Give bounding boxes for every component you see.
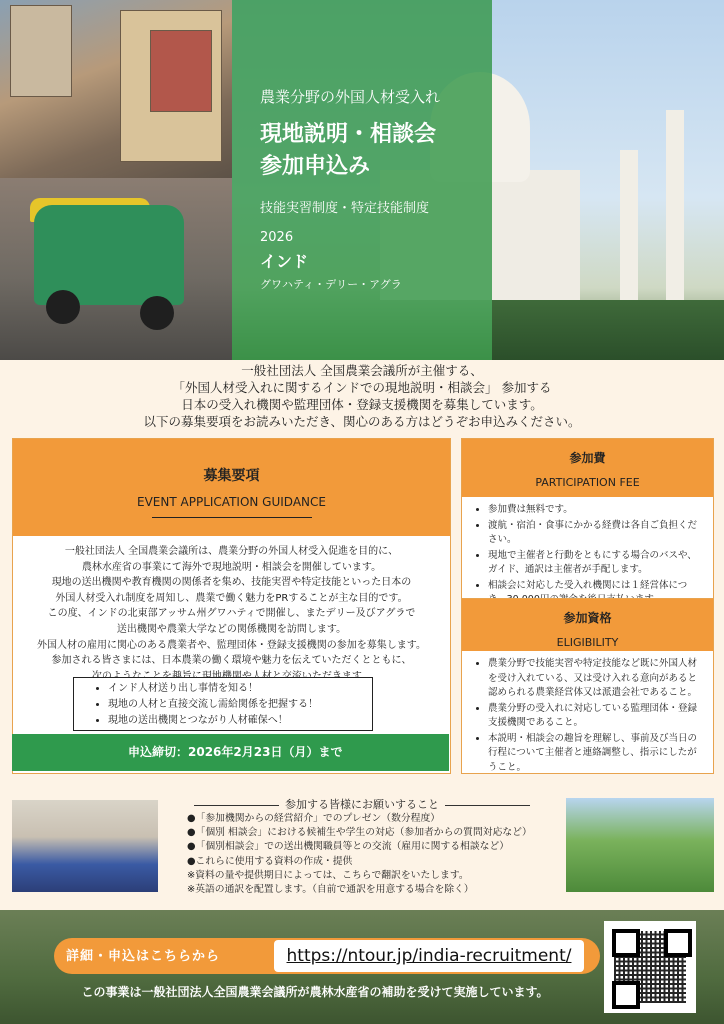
- guidance-title-en: EVENT APPLICATION GUIDANCE: [137, 495, 326, 509]
- guidance-title-jp: 募集要項: [203, 468, 260, 484]
- intro-text: [0, 362, 724, 430]
- bullet-item: • インド人材送り出し事情を知る！: [108, 681, 372, 697]
- hero-country: インド: [260, 251, 309, 271]
- deadline-banner: 申込締切：2026年2月23日（月）まで: [12, 734, 449, 771]
- guidance-line: 外国人材の雇用に関心のある農業者や、監理団体・登録支援機関の参加を募集します。: [37, 639, 426, 651]
- guidance-line: 農林水産省の事業にて海外で現地説明・相談会を開催しています。: [81, 561, 382, 573]
- fee-title-en: PARTICIPATION FEE: [535, 476, 640, 489]
- fee-title-jp: 参加費: [569, 451, 606, 465]
- request-item: ●「個別 相談会」における候補生や学生の対応（参加者からの質問対応など）: [187, 827, 532, 839]
- farm-visit-photo: [566, 798, 714, 892]
- guidance-line: 参加される皆さまには、日本農業の働く環境や魅力を伝えていただくとともに、: [51, 655, 412, 667]
- guidance-line: 現地の送出機関や教育機関の関係者を集め、技能実習や特定技能といった日本の: [51, 577, 412, 589]
- intro-line: 日本の受入れ機関や監理団体・登録支援機関を募集しています。: [181, 397, 543, 412]
- request-item: ※英語の通訳を配置します。（自前で通訳を用意する場合を除く）: [187, 884, 474, 896]
- guidance-line: 一般社団法人 全国農業会議所は、農業分野の外国人材受入促進を目的に、: [64, 546, 399, 557]
- request-item: ●「個別相談会」での送出機関職員等との交流（雇用に関する相談など）: [187, 841, 510, 853]
- hero-title-block: [260, 86, 500, 292]
- requests-list: [187, 812, 567, 897]
- hero-title-line1: 現地説明・相談会: [260, 122, 437, 147]
- qr-code-icon[interactable]: [604, 921, 696, 1013]
- guidance-line: この度、インドの北東部アッサム州グワハティで開催し、またデリー及びアグラで: [47, 608, 416, 620]
- meeting-photo: [12, 800, 158, 892]
- intro-line: 一般社団法人 全国農業会議所が主催する、: [241, 363, 483, 378]
- guidance-header: [13, 439, 450, 536]
- request-item: ●「参加機関からの経営紹介」でのプレゼン（数分程度）: [187, 813, 441, 824]
- eligibility-title-jp: 参加資格: [563, 611, 612, 625]
- hero-cities: グワハティ・デリー・アグラ: [260, 277, 402, 291]
- hero-title-line2: 参加申込み: [260, 153, 371, 179]
- footer-note: この事業は一般社団法人全国農業会議所が農林水産省の補助を受けて実施しています。: [81, 985, 549, 999]
- hero-year: 2026: [260, 229, 294, 245]
- fee-panel: [461, 438, 714, 600]
- footer-label: 詳細・申込はこちらから: [66, 949, 221, 964]
- eligibility-title-en: ELIGIBILITY: [556, 636, 619, 649]
- eligibility-item: • 農業分野の受入れに対応している監理団体・登録支援機関であること。: [488, 702, 703, 731]
- eligibility-panel: [461, 598, 714, 774]
- fee-item: • 渡航・宿泊・食事にかかる経費は各自ご負担ください。: [488, 519, 703, 548]
- fee-item: • 相談会に対応した受入れ機関には１経営体につ: [488, 579, 703, 608]
- guidance-line: 送出機関や農業大学などの関係機関を訪問します。: [116, 623, 347, 635]
- request-item: ※資料の量や提供期日によっては、こちらで翻訳をいたします。: [187, 869, 469, 881]
- requests-title: [172, 796, 552, 812]
- fee-header: [462, 439, 713, 497]
- fee-item: • 参加費は無料です。: [488, 503, 703, 518]
- street-photo: [0, 0, 232, 178]
- guidance-body: [13, 536, 450, 684]
- hero-programs: 技能実習制度・特定技能制度: [260, 200, 430, 216]
- fee-item: • 現地で主催者と行動をともにする場合のバスや、ガイド、通訳は主催者が手配します。: [488, 549, 703, 578]
- hero-subtitle: 農業分野の外国人材受入れ: [260, 88, 441, 106]
- intro-line: 以下の募集要項をお読みいただき、関心のある方はどうぞお申込みください。: [143, 414, 581, 429]
- intro-line: 「外国人材受入れに関するインドでの現地説明・相談会」 参加する: [172, 380, 552, 395]
- eligibility-item: • 農業分野で技能実習や特定技能など既に外国人材を受け入れている、又は受け入れる意向があると認められる農業経営体又は派遣会社であること。: [488, 657, 703, 701]
- eligibility-item: • 本説明・相談会の趣旨を理解し、事前及び当日の行程について主催者と連絡調整し、指示にしたがうこと。: [488, 732, 703, 776]
- guidance-bullets: [73, 677, 373, 731]
- guidance-line: 外国人材受入れ制度を周知し、農業で働く魅力をPRすることが主な目的です。: [55, 592, 408, 604]
- requests-title-text: 参加する皆様にお願いすること: [285, 798, 439, 811]
- eligibility-header: [462, 599, 713, 651]
- application-link[interactable]: https://ntour.jp/india-recruitment/: [274, 940, 584, 972]
- hero-banner: [0, 0, 724, 360]
- request-item: ●これらに使用する資料の作成・提供: [187, 855, 353, 867]
- bullet-item: • 現地の人材と直接交流し需給関係を把握する！: [108, 697, 372, 713]
- bullet-item: • 現地の送出機関とつながり人材確保へ！: [108, 713, 372, 729]
